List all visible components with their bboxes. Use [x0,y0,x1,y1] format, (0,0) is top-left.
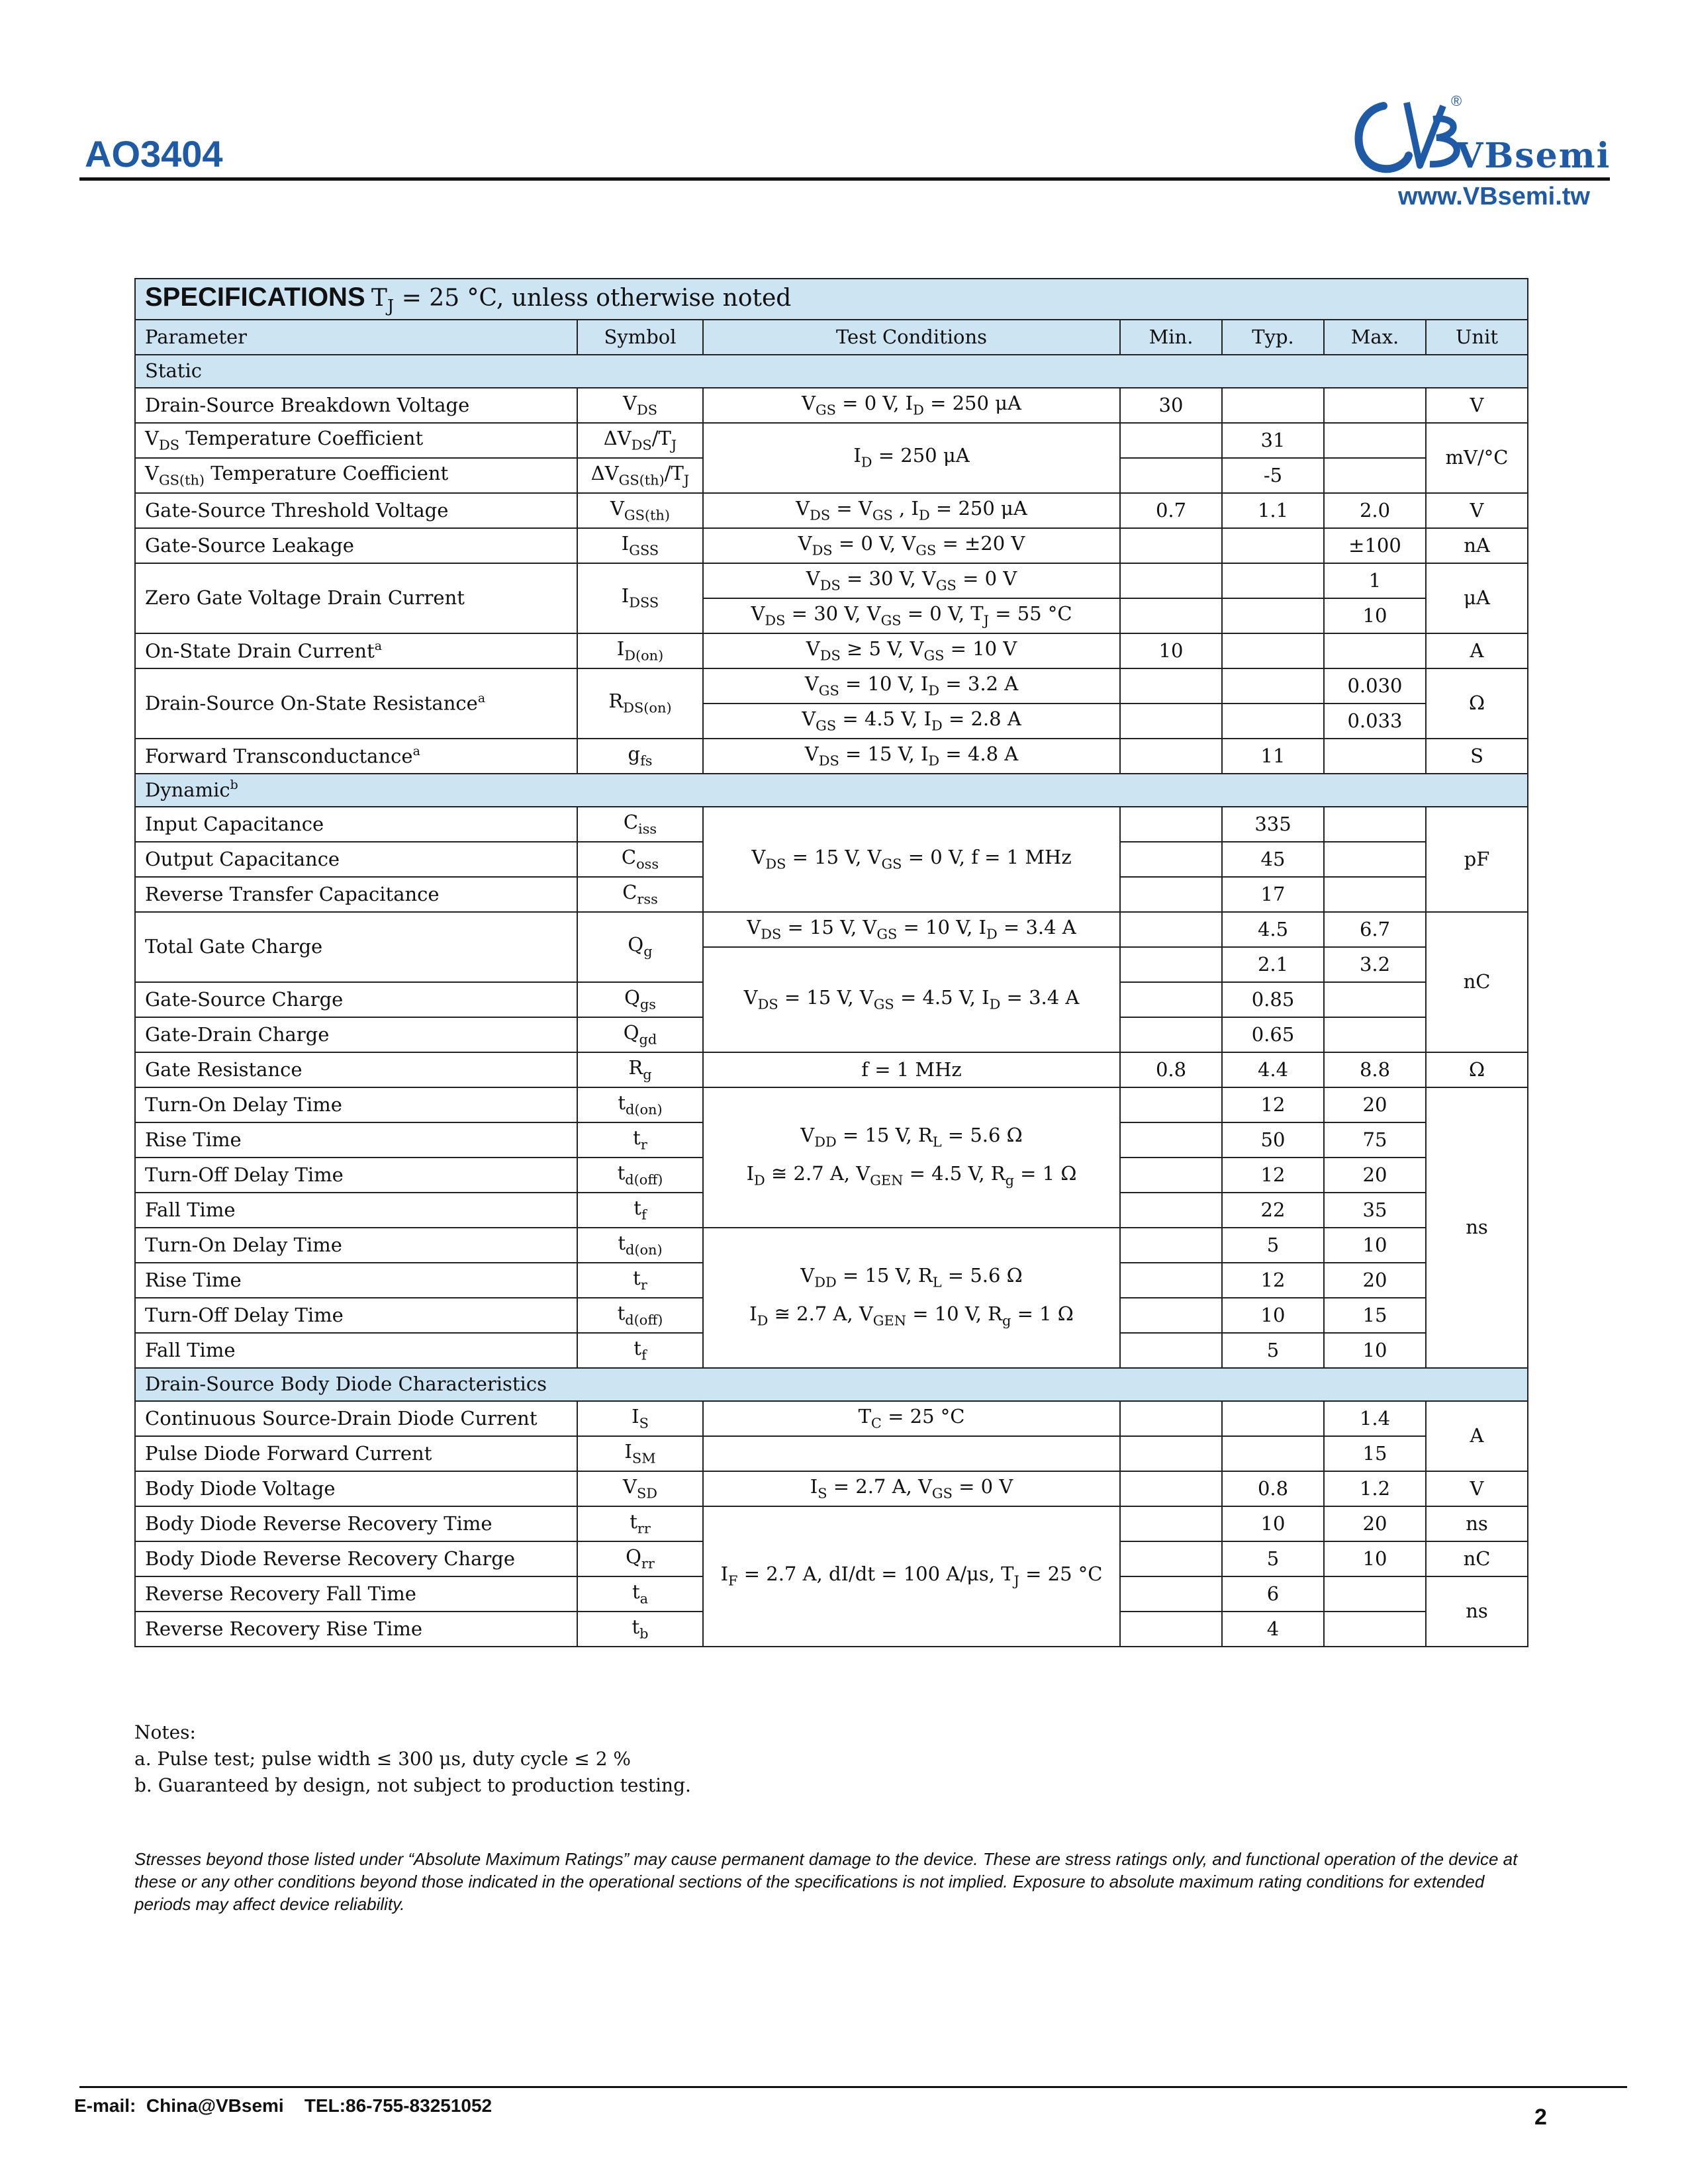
max-cell: 20 [1324,1087,1426,1122]
table-title: SPECIFICATIONS [145,282,365,312]
typ-cell [1222,1436,1324,1471]
typ-cell: 12 [1222,1158,1324,1193]
column-header: Test Conditions [703,320,1120,355]
column-header: Symbol [577,320,703,355]
table-row [135,1506,1528,1541]
min-cell [1120,842,1222,877]
min-cell [1120,1087,1222,1122]
min-cell [1120,598,1222,633]
symbol-cell: $t_{d(on)}$ [577,1228,703,1263]
typ-cell: -5 [1222,458,1324,493]
symbol-cell: $t_{d(off)}$ [577,1158,703,1193]
param-cell: Gate-Source Charge [135,982,577,1017]
specifications-table [134,278,1528,1647]
min-cell [1120,1576,1222,1612]
website-link[interactable]: www.VBsemi.tw [1398,183,1590,210]
max-cell: 3.2 [1324,947,1426,982]
typ-cell: 50 [1222,1122,1324,1158]
note-b: b. Guaranteed by design, not subject to production testing. [134,1774,691,1796]
unit-cell: mV/°C [1426,423,1528,493]
min-cell [1120,1436,1222,1471]
max-cell [1324,1576,1426,1612]
symbol-cell: $t_f$ [577,1193,703,1228]
column-header: Min. [1120,320,1222,355]
unit-cell: ns [1426,1087,1528,1368]
symbol-cell: $\Delta V_{DS}/T_J$ [577,423,703,458]
max-cell: 10 [1324,1228,1426,1263]
max-cell: 0.033 [1324,704,1426,739]
typ-cell: 4.5 [1222,912,1324,947]
max-cell: 6.7 [1324,912,1426,947]
unit-cell: V [1426,388,1528,423]
table-row [135,1052,1528,1087]
cond-cell: $V_{DS} = 30$ V, $V_{GS} = 0$ V, $T_J = 55$ °C [703,598,1120,633]
param-cell: Forward Transconductance$^a$ [135,739,577,774]
min-cell [1120,1263,1222,1298]
typ-cell [1222,704,1324,739]
table-row [135,807,1528,842]
unit-cell: A [1426,633,1528,668]
unit-cell: Ω [1426,668,1528,739]
min-cell [1120,947,1222,982]
param-cell: Output Capacitance [135,842,577,877]
notes-heading: Notes: [134,1721,196,1743]
table-row [135,388,1528,423]
table-title-cell [135,279,1528,320]
typ-cell [1222,668,1324,704]
typ-cell: 5 [1222,1228,1324,1263]
typ-cell [1222,528,1324,563]
min-cell [1120,458,1222,493]
symbol-cell: $I_{DSS}$ [577,563,703,633]
min-cell [1120,1298,1222,1333]
param-cell: Reverse Recovery Rise Time [135,1612,577,1647]
section-row [135,1368,1528,1401]
cond-cell: $V_{DS} = 15$ V, $V_{GS} = 4.5$ V, $I_D = 3.4$ A [703,947,1120,1052]
max-cell [1324,739,1426,774]
param-cell: Drain-Source On-State Resistance$^a$ [135,668,577,739]
param-cell: Rise Time [135,1263,577,1298]
param-cell: Fall Time [135,1333,577,1368]
symbol-cell: $Q_{gd}$ [577,1017,703,1052]
symbol-cell: $t_{d(off)}$ [577,1298,703,1333]
typ-cell: 335 [1222,807,1324,842]
typ-cell: 17 [1222,877,1324,912]
typ-cell: 4 [1222,1612,1324,1647]
typ-cell [1222,598,1324,633]
section-label: Drain-Source Body Diode Characteristics [135,1368,1528,1401]
symbol-cell: $t_r$ [577,1263,703,1298]
min-cell [1120,877,1222,912]
symbol-cell: $t_r$ [577,1122,703,1158]
param-cell: Reverse Transfer Capacitance [135,877,577,912]
max-cell [1324,1612,1426,1647]
param-cell: Gate Resistance [135,1052,577,1087]
column-header-row [135,320,1528,355]
min-cell [1120,807,1222,842]
unit-cell: pF [1426,807,1528,912]
max-cell: 2.0 [1324,493,1426,528]
max-cell: 75 [1324,1122,1426,1158]
typ-cell [1222,388,1324,423]
unit-cell: Ω [1426,1052,1528,1087]
column-header: Max. [1324,320,1426,355]
table-row [135,528,1528,563]
table-row [135,739,1528,774]
max-cell [1324,388,1426,423]
max-cell [1324,423,1426,458]
typ-cell: 0.8 [1222,1471,1324,1506]
min-cell [1120,1122,1222,1158]
typ-cell: 0.85 [1222,982,1324,1017]
max-cell: 10 [1324,598,1426,633]
typ-cell: 12 [1222,1087,1324,1122]
table-row [135,633,1528,668]
max-cell: 35 [1324,1193,1426,1228]
cond-cell: $V_{DD} = 15$ V, $R_L = 5.6$ Ω $I_D$ ≅ 2.7 A, $V_{GEN} = 10$ V, $R_g = 1$ Ω [703,1228,1120,1368]
table-row [135,668,1528,704]
min-cell: 0.7 [1120,493,1222,528]
max-cell [1324,633,1426,668]
section-label: Static [135,355,1528,388]
param-cell: Drain-Source Breakdown Voltage [135,388,577,423]
max-cell: 15 [1324,1436,1426,1471]
brand-name: VBsemi [1456,136,1611,176]
typ-cell: 0.65 [1222,1017,1324,1052]
symbol-cell: $Q_{gs}$ [577,982,703,1017]
min-cell [1120,1471,1222,1506]
min-cell [1120,1158,1222,1193]
unit-cell: V [1426,1471,1528,1506]
typ-cell: 2.1 [1222,947,1324,982]
symbol-cell: $I_S$ [577,1401,703,1436]
symbol-cell: $Q_g$ [577,912,703,982]
param-cell: Body Diode Reverse Recovery Charge [135,1541,577,1576]
section-row [135,355,1528,388]
unit-cell: nA [1426,528,1528,563]
max-cell: 20 [1324,1263,1426,1298]
min-cell [1120,982,1222,1017]
min-cell: 30 [1120,388,1222,423]
param-cell: Turn-Off Delay Time [135,1158,577,1193]
max-cell: 10 [1324,1541,1426,1576]
symbol-cell: $t_{d(on)}$ [577,1087,703,1122]
typ-cell: 6 [1222,1576,1324,1612]
cond-cell: $V_{DS} = 30$ V, $V_{GS} = 0$ V [703,563,1120,598]
symbol-cell: $t_b$ [577,1612,703,1647]
typ-cell: 11 [1222,739,1324,774]
min-cell [1120,668,1222,704]
typ-cell [1222,563,1324,598]
footer-rule [79,2086,1627,2088]
min-cell [1120,563,1222,598]
unit-cell: ns [1426,1576,1528,1647]
typ-cell: 1.1 [1222,493,1324,528]
cond-cell: $V_{GS} = 0$ V, $I_D = 250$ μA [703,388,1120,423]
min-cell [1120,1228,1222,1263]
symbol-cell: $R_g$ [577,1052,703,1087]
typ-cell [1222,633,1324,668]
unit-cell: nC [1426,912,1528,1052]
cond-cell: $V_{GS} = 4.5$ V, $I_D = 2.8$ A [703,704,1120,739]
cond-cell: $V_{DS} = 15$ V, $V_{GS} = 10$ V, $I_D = 3.4$ A [703,912,1120,947]
param-cell: $V_{DS}$ Temperature Coefficient [135,423,577,458]
param-cell: Input Capacitance [135,807,577,842]
param-cell: $V_{GS(th)}$ Temperature Coefficient [135,458,577,493]
min-cell [1120,1506,1222,1541]
min-cell [1120,1193,1222,1228]
param-cell: Zero Gate Voltage Drain Current [135,563,577,633]
symbol-cell: $C_{iss}$ [577,807,703,842]
min-cell: 0.8 [1120,1052,1222,1087]
table-row [135,423,1528,458]
typ-cell: 5 [1222,1333,1324,1368]
cond-cell [703,1436,1120,1471]
symbol-cell: $t_{rr}$ [577,1506,703,1541]
column-header: Parameter [135,320,577,355]
stress-disclaimer: Stresses beyond those listed under “Absolute Maximum Ratings” may cause permanent damage to the device. These are stress ratings only, and functional operation of the device at these or any other conditions beyond those indicated in the operational sections of the specifications is not implied. Exposure to absolute maximum rating conditions for extended periods may affect device reliability. [134,1849,1518,1914]
min-cell [1120,1401,1222,1436]
max-cell: 20 [1324,1158,1426,1193]
min-cell [1120,704,1222,739]
typ-cell: 10 [1222,1506,1324,1541]
header-rule [79,177,1610,181]
param-cell: Turn-On Delay Time [135,1228,577,1263]
symbol-cell: $Q_{rr}$ [577,1541,703,1576]
symbol-cell: $I_{GSS}$ [577,528,703,563]
table-row [135,912,1528,947]
min-cell [1120,528,1222,563]
registered-mark: ® [1451,93,1462,109]
symbol-cell: $I_{D(on)}$ [577,633,703,668]
unit-cell: nC [1426,1541,1528,1576]
symbol-cell: $g_{fs}$ [577,739,703,774]
typ-cell: 45 [1222,842,1324,877]
max-cell: 1 [1324,563,1426,598]
symbol-cell: $V_{DS}$ [577,388,703,423]
max-cell: 15 [1324,1298,1426,1333]
max-cell [1324,807,1426,842]
unit-cell: ns [1426,1506,1528,1541]
symbol-cell: $\Delta V_{GS(th)}/T_J$ [577,458,703,493]
min-cell [1120,423,1222,458]
table-row [135,1471,1528,1506]
cond-cell: $V_{DS} \ge 5$ V, $V_{GS} = 10$ V [703,633,1120,668]
param-cell: Continuous Source-Drain Diode Current [135,1401,577,1436]
table-title-condition: $T_J = 25$ °C, unless otherwise noted [371,284,792,316]
symbol-cell: $t_a$ [577,1576,703,1612]
max-cell: ±100 [1324,528,1426,563]
typ-cell: 4.4 [1222,1052,1324,1087]
param-cell: Body Diode Reverse Recovery Time [135,1506,577,1541]
symbol-cell: $I_{SM}$ [577,1436,703,1471]
note-a: a. Pulse test; pulse width ≤ 300 μs, duty cycle ≤ 2 % [134,1748,632,1770]
min-cell [1120,1333,1222,1368]
min-cell [1120,1612,1222,1647]
section-row [135,774,1528,807]
column-header: Unit [1426,320,1528,355]
min-cell [1120,1541,1222,1576]
symbol-cell: $C_{rss}$ [577,877,703,912]
notes-block [134,1719,691,1799]
cond-cell: $V_{DS} = 15$ V, $V_{GS} = 0$ V, f = 1 MHz [703,807,1120,912]
table-row [135,1401,1528,1436]
max-cell [1324,1017,1426,1052]
typ-cell: 5 [1222,1541,1324,1576]
param-cell: On-State Drain Current$^a$ [135,633,577,668]
table-row [135,563,1528,598]
max-cell [1324,842,1426,877]
table-row [135,493,1528,528]
max-cell: 8.8 [1324,1052,1426,1087]
column-header: Typ. [1222,320,1324,355]
cond-cell: $V_{DD} = 15$ V, $R_L = 5.6$ Ω $I_D$ ≅ 2.7 A, $V_{GEN} = 4.5$ V, $R_g = 1$ Ω [703,1087,1120,1228]
cond-cell: $T_C = 25$ °C [703,1401,1120,1436]
unit-cell: V [1426,493,1528,528]
typ-cell: 31 [1222,423,1324,458]
cond-cell: $I_F = 2.7$ A, dI/dt = 100 A/μs, $T_J = 25$ °C [703,1506,1120,1647]
typ-cell: 22 [1222,1193,1324,1228]
max-cell [1324,877,1426,912]
typ-cell [1222,1401,1324,1436]
param-cell: Total Gate Charge [135,912,577,982]
cond-cell: $V_{GS} = 10$ V, $I_D = 3.2$ A [703,668,1120,704]
min-cell [1120,912,1222,947]
param-cell: Gate-Source Threshold Voltage [135,493,577,528]
param-cell: Fall Time [135,1193,577,1228]
unit-cell: A [1426,1401,1528,1471]
max-cell: 0.030 [1324,668,1426,704]
symbol-cell: $R_{DS(on)}$ [577,668,703,739]
section-label: Dynamic$^b$ [135,774,1528,807]
param-cell: Turn-Off Delay Time [135,1298,577,1333]
param-cell: Gate-Source Leakage [135,528,577,563]
typ-cell: 12 [1222,1263,1324,1298]
footer-contact: E-mail: China@VBsemi TEL:86-755-83251052 [74,2095,492,2116]
table-row [135,1087,1528,1122]
max-cell: 1.4 [1324,1401,1426,1436]
param-cell: Turn-On Delay Time [135,1087,577,1122]
max-cell: 1.2 [1324,1471,1426,1506]
param-cell: Reverse Recovery Fall Time [135,1576,577,1612]
min-cell [1120,739,1222,774]
max-cell [1324,458,1426,493]
part-number: AO3404 [85,133,223,175]
param-cell: Rise Time [135,1122,577,1158]
min-cell: 10 [1120,633,1222,668]
param-cell: Gate-Drain Charge [135,1017,577,1052]
symbol-cell: $V_{GS(th)}$ [577,493,703,528]
cond-cell: $V_{DS} = 15$ V, $I_D = 4.8$ A [703,739,1120,774]
cond-cell: $V_{DS} = 0$ V, $V_{GS} = \pm 20$ V [703,528,1120,563]
min-cell [1120,1017,1222,1052]
cond-cell: $I_S = 2.7$ A, $V_{GS} = 0$ V [703,1471,1120,1506]
param-cell: Body Diode Voltage [135,1471,577,1506]
symbol-cell: $V_{SD}$ [577,1471,703,1506]
table-row [135,1228,1528,1263]
table-row [135,1436,1528,1471]
cond-cell: f = 1 MHz [703,1052,1120,1087]
unit-cell: μA [1426,563,1528,633]
table-title-row [135,279,1528,320]
cond-cell: $I_D = 250$ μA [703,423,1120,493]
max-cell: 20 [1324,1506,1426,1541]
typ-cell: 10 [1222,1298,1324,1333]
max-cell: 10 [1324,1333,1426,1368]
page-number: 2 [1534,2105,1547,2130]
cond-cell: $V_{DS} = V_{GS}$ , $I_D = 250$ μA [703,493,1120,528]
max-cell [1324,982,1426,1017]
param-cell: Pulse Diode Forward Current [135,1436,577,1471]
unit-cell: S [1426,739,1528,774]
symbol-cell: $C_{oss}$ [577,842,703,877]
symbol-cell: $t_f$ [577,1333,703,1368]
